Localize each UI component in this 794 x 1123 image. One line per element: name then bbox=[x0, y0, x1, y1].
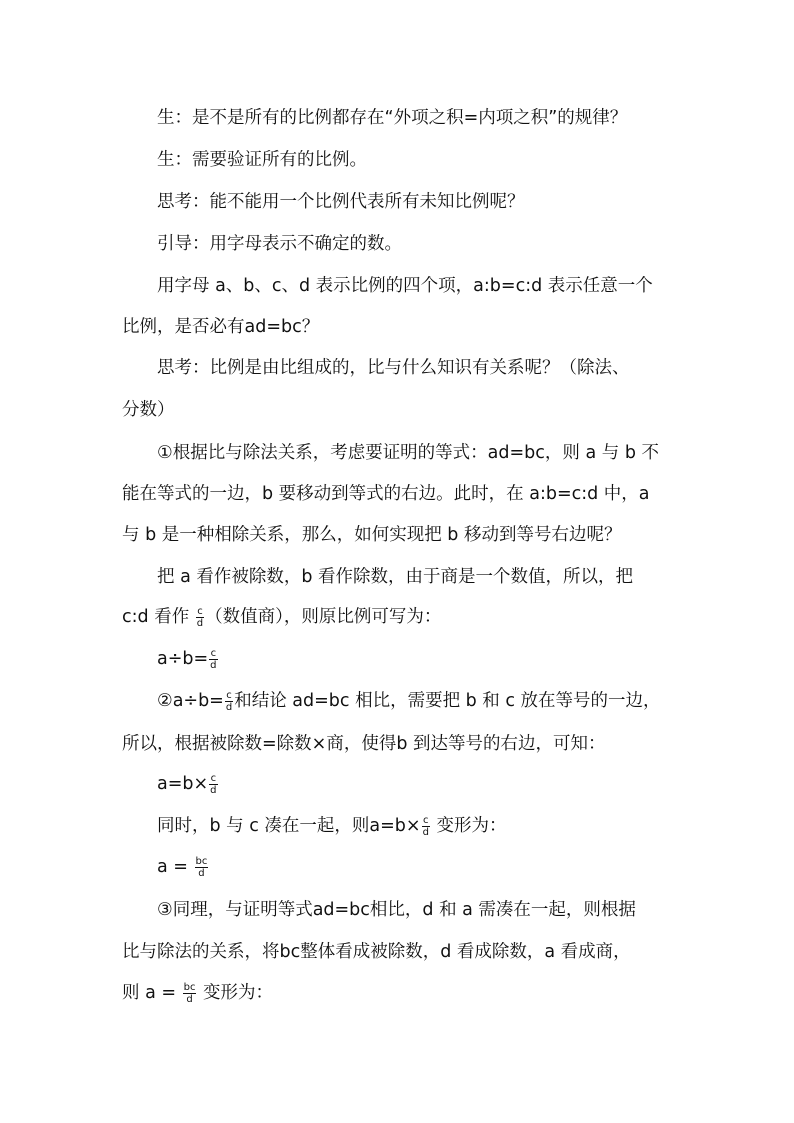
fraction-numerator: c bbox=[210, 772, 217, 784]
equation-text: a÷b= bbox=[157, 649, 209, 669]
paragraph-line-15 bbox=[157, 688, 717, 714]
line-15-text-a: ②a÷b= bbox=[157, 691, 224, 711]
fraction-denominator: d bbox=[210, 659, 217, 671]
line-13-text-a: c:d 看作 bbox=[122, 607, 190, 627]
paragraph-line-13 bbox=[122, 604, 682, 630]
paragraph-line-4: 引导：用字母表示不确定的数。 bbox=[157, 234, 402, 254]
paragraph-line-7: 思考：比例是由比组成的，比与什么知识有关系呢？（除法、 bbox=[157, 358, 630, 378]
paragraph-line-10: 能在等式的一边，b 要移动到等式的右边。此时，在 a:b=c:d 中，a bbox=[122, 484, 650, 504]
paragraph-line-22 bbox=[122, 980, 682, 1006]
equation-text: a=b× bbox=[157, 774, 209, 794]
fraction-numerator: c bbox=[423, 814, 429, 826]
paragraph-line-20: ③同理，与证明等式ad=bc相比，d 和 a 需凑在一起，则根据 bbox=[157, 900, 636, 920]
fraction-numerator: bc bbox=[195, 855, 208, 867]
paragraph-line-5: 用字母 a、b、c、d 表示比例的四个项，a:b=c:d 表示任意一个 bbox=[157, 276, 653, 296]
paragraph-line-6: 比例，是否必有ad=bc？ bbox=[122, 317, 320, 337]
equation-text: a = bbox=[157, 857, 188, 877]
fraction-numerator: c bbox=[226, 689, 232, 701]
fraction-denominator: d bbox=[196, 617, 204, 629]
fraction-bc-over-d bbox=[195, 856, 209, 879]
fraction-denominator: d bbox=[198, 867, 205, 879]
equation-a-div-b bbox=[157, 646, 717, 672]
line-13-text-b: （数值商），则原比例可写为： bbox=[205, 607, 442, 627]
line-22-text-a: 则 a = bbox=[122, 983, 177, 1003]
fraction-numerator: bc bbox=[183, 981, 196, 993]
fraction-c-over-d bbox=[225, 690, 233, 713]
fraction-c-over-d bbox=[422, 815, 430, 838]
line-22-text-b: 变形为： bbox=[203, 983, 274, 1003]
equation-a-eq-bc-over-d bbox=[157, 854, 717, 880]
paragraph-line-18 bbox=[157, 813, 717, 839]
fraction-denominator: d bbox=[422, 826, 429, 838]
fraction-c-over-d bbox=[209, 773, 217, 796]
paragraph-line-1: 生：是不是所有的比例都存在“外项之积=内项之积”的规律？ bbox=[157, 108, 628, 128]
fraction-c-over-d bbox=[209, 648, 217, 671]
equation-a-eq-b-times bbox=[157, 771, 717, 797]
paragraph-line-12: 把 a 看作被除数，b 看作除数，由于商是一个数值，所以，把 bbox=[157, 567, 634, 587]
line-18-text-b: 变形为： bbox=[436, 816, 507, 836]
fraction-c-over-d bbox=[196, 606, 204, 629]
paragraph-line-11: 与 b 是一种相除关系，那么，如何实现把 b 移动到等号右边呢？ bbox=[122, 525, 622, 545]
paragraph-line-2: 生：需要验证所有的比例。 bbox=[157, 150, 367, 170]
line-15-text-b: 和结论 ad=bc 相比，需要把 b 和 c 放在等号的一边， bbox=[234, 691, 661, 711]
paragraph-line-8: 分数） bbox=[122, 400, 175, 420]
paragraph-line-3: 思考：能不能用一个比例代表所有未知比例呢？ bbox=[157, 192, 525, 212]
paragraph-line-16: 所以，根据被除数=除数×商，使得b 到达等号的右边，可知： bbox=[122, 734, 606, 754]
paragraph-line-21: 比与除法的关系，将bc整体看成被除数，d 看成除数，a 看成商， bbox=[122, 942, 631, 962]
fraction-bc-over-d bbox=[183, 982, 197, 1005]
fraction-denominator: d bbox=[210, 784, 217, 796]
line-18-text-a: 同时，b 与 c 凑在一起，则a=b× bbox=[157, 816, 421, 836]
fraction-denominator: d bbox=[186, 993, 193, 1005]
paragraph-line-9: ①根据比与除法关系，考虑要证明的等式：ad=bc，则 a 与 b 不 bbox=[157, 443, 659, 463]
fraction-denominator: d bbox=[225, 701, 233, 713]
fraction-numerator: c bbox=[210, 647, 217, 659]
fraction-numerator: c bbox=[197, 605, 203, 617]
